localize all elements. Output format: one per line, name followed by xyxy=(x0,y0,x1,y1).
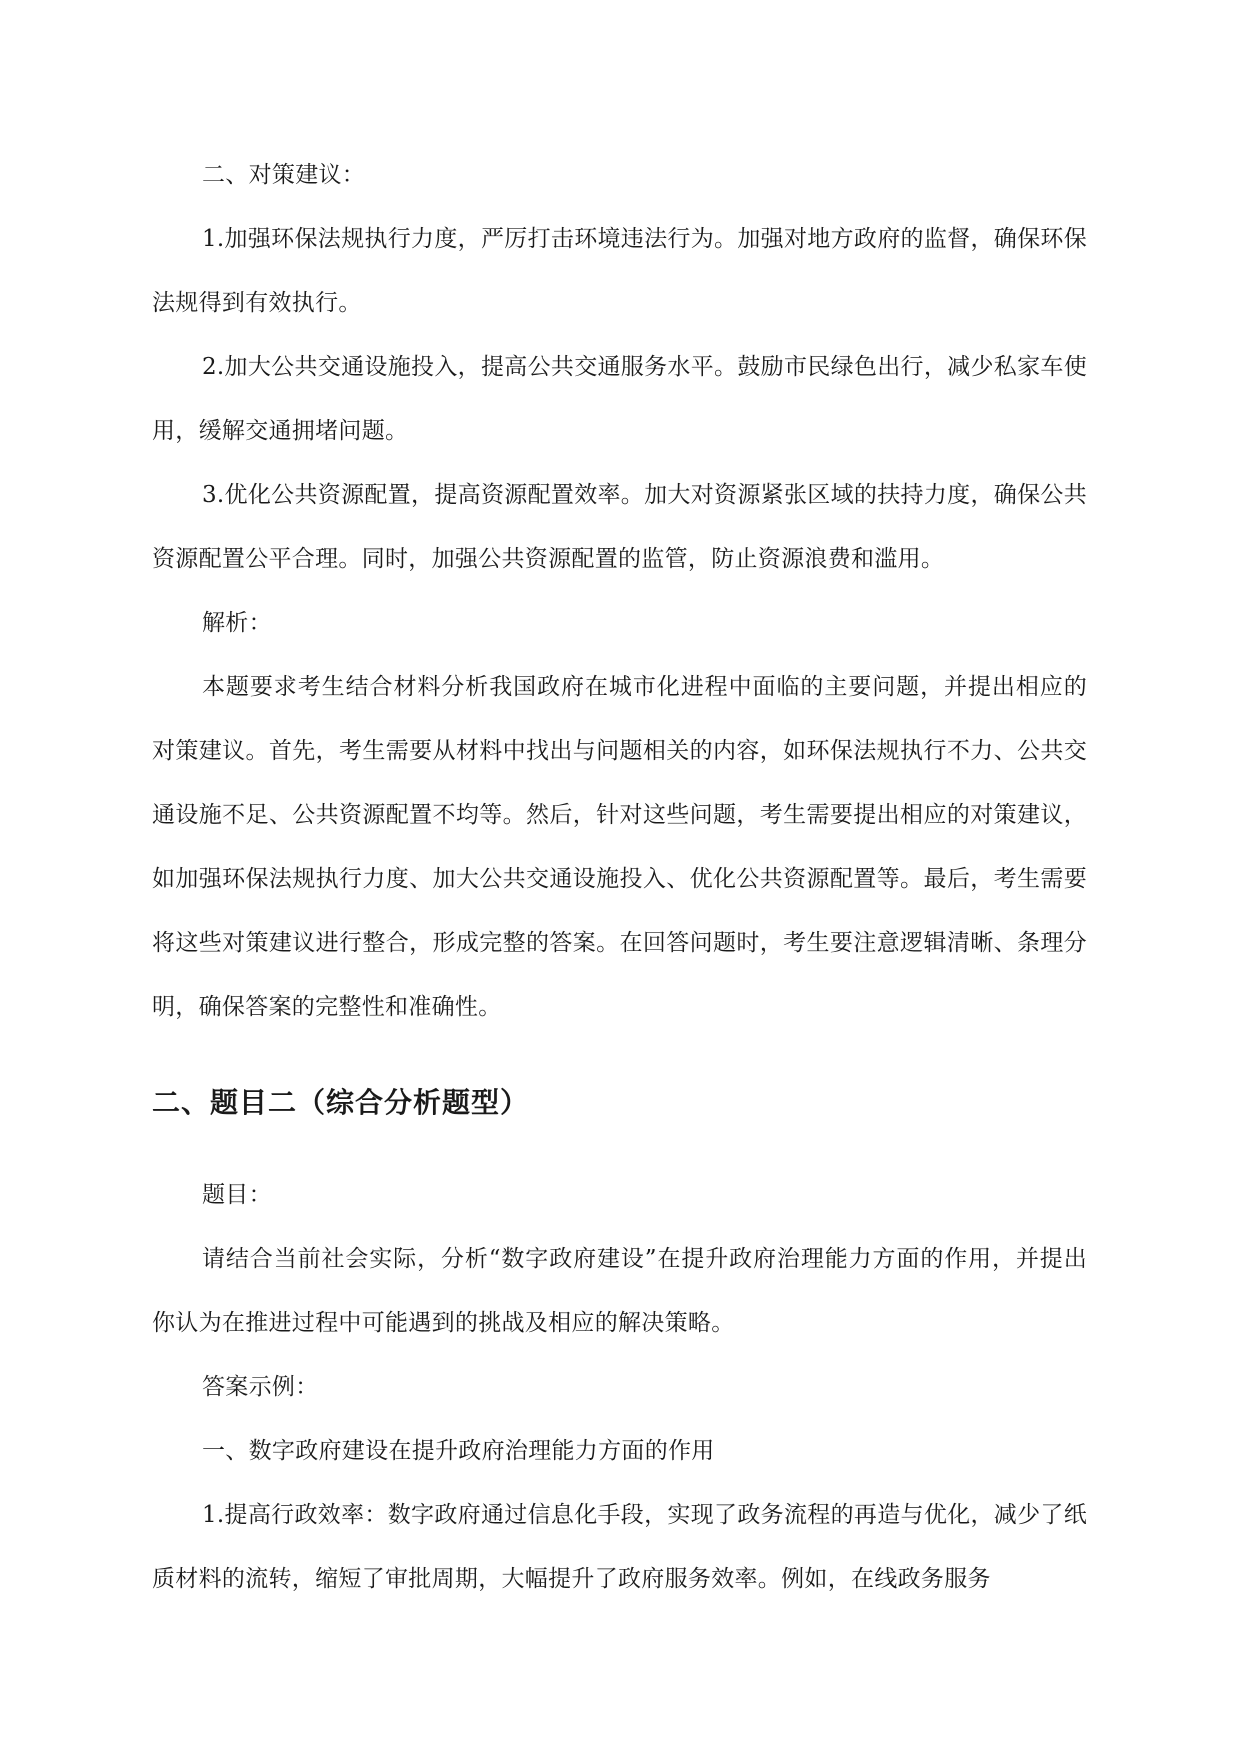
analysis-text: 本题要求考生结合材料分析我国政府在城市化进程中面临的主要问题，并提出相应的对策建议。首先，考生需要从材料中找出与问题相关的内容，如环保法规执行不力、公共交通设施不足、公共资源配置不均等。然后，针对这些问题，考生需要提出相应的对策建议，如加强环保法规执行力度、加大公共交通设施投入、优化公共资源配置等。最后，考生需要将这些对策建议进行整合，形成完整的答案。在回答问题时，考生要注意逻辑清晰、条理分明，确保答案的完整性和准确性。 xyxy=(152,674,1087,1020)
answer-label: 答案示例： xyxy=(202,1374,319,1400)
question-label: 题目： xyxy=(202,1182,272,1208)
countermeasure-2: 2.加大公共交通设施投入，提高公共交通服务水平。鼓励市民绿色出行，减少私家车使用，缓解交通拥堵问题。 xyxy=(152,354,1087,444)
analysis-label: 解析： xyxy=(202,610,272,636)
countermeasure-3: 3.优化公共资源配置，提高资源配置效率。加大对资源紧张区域的扶持力度，确保公共资源配置公平合理。同时，加强公共资源配置的监管，防止资源浪费和滥用。 xyxy=(152,482,1087,572)
answer-subheading: 一、数字政府建设在提升政府治理能力方面的作用 xyxy=(202,1438,715,1464)
question-text: 请结合当前社会实际，分析“数字政府建设”在提升政府治理能力方面的作用，并提出你认为在推进过程中可能遇到的挑战及相应的解决策略。 xyxy=(152,1246,1087,1336)
section-heading-question-2: 二、题目二（综合分析题型） xyxy=(152,1086,530,1119)
countermeasure-1: 1.加强环保法规执行力度，严厉打击环境违法行为。加强对地方政府的监督，确保环保法规得到有效执行。 xyxy=(152,226,1087,316)
subheading-countermeasures: 二、对策建议： xyxy=(202,162,366,188)
answer-point-1: 1.提高行政效率：数字政府通过信息化手段，实现了政务流程的再造与优化，减少了纸质材料的流转，缩短了审批周期，大幅提升了政府服务效率。例如，在线政务服务 xyxy=(152,1502,1087,1592)
document-page xyxy=(152,143,1087,1611)
